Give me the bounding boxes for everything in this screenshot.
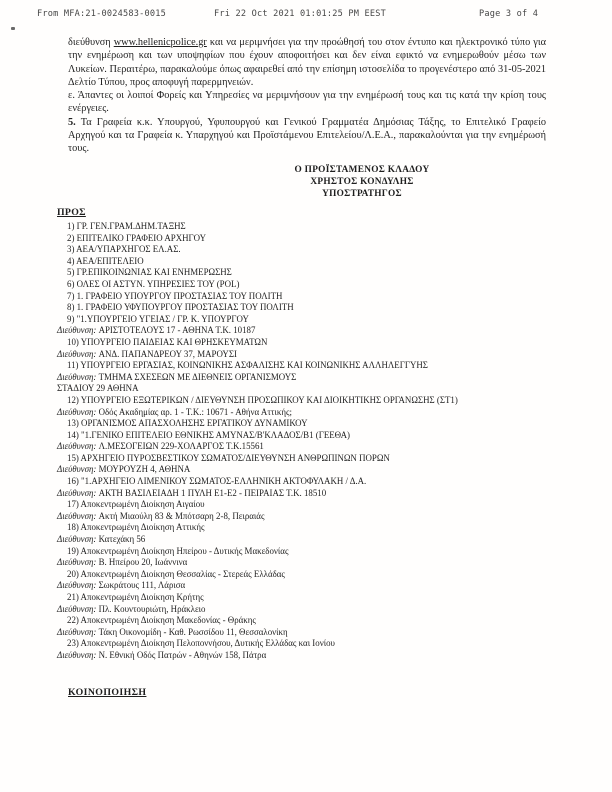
address-text: Πλ. Κουντουριώτη, Ηράκλειο [98, 603, 206, 614]
paragraph-epsilon: ε. Άπαντες οι λοιποί Φορείς και Υπηρεσίες να μεριμνήσουν για την ενημέρωσή τους και τις κατά την κρίση τους ενέργειες. [68, 90, 546, 115]
recipient-item: 17) Αποκεντρωμένη Διοίκηση Αιγαίου [67, 499, 205, 510]
fax-datetime: Fri 22 Oct 2021 01:01:25 PM EEST [214, 9, 386, 19]
recipient-address [57, 464, 587, 476]
recipient-item: 15) ΑΡΧΗΓΕΙΟ ΠΥΡΟΣΒΕΣΤΙΚΟΥ ΣΩΜΑΤΟΣ/ΔΙΕΥΘΥΝΣΗ ΑΝΘΡΩΠΙΝΩΝ ΠΟΡΩΝ [67, 452, 390, 463]
recipient-item: 11) ΥΠΟΥΡΓΕΙΟ ΕΡΓΑΣΙΑΣ, ΚΟΙΝΩΝΙΚΗΣ ΑΣΦΑΛΙΣΗΣ ΚΑΙ ΚΟΙΝΩΝΙΚΗΣ ΑΛΛΗΛΕΓΓΥΗΣ [67, 360, 428, 371]
paragraph-text: διεύθυνση [68, 37, 114, 48]
recipient-item: 14) "1.ΓΕΝΙΚΟ ΕΠΙΤΕΛΕΙΟ ΕΘΝΙΚΗΣ ΑΜΥΝΑΣ/Β'ΚΛΑΔΟΣ/Β1 (ΓΕΕΘΑ) [67, 429, 351, 440]
address-text: Β. Ηπείρου 20, Ιωάννινα [98, 557, 188, 568]
address-label: Διεύθυνση: [57, 406, 99, 417]
address-label: Διεύθυνση: [57, 441, 99, 452]
signature-block [212, 164, 512, 200]
recipient-address [57, 580, 587, 592]
recipient-item: 12) ΥΠΟΥΡΓΕΙΟ ΕΞΩΤΕΡΙΚΩΝ / ΔΙΕΥΘΥΝΣΗ ΠΡΟΣΩΠΙΚΟΥ ΚΑΙ ΔΙΟΙΚΗΤΙΚΗΣ ΟΡΓΑΝΩΣΗΣ (ΣΤ1) [67, 394, 458, 405]
recipient-address [57, 627, 587, 639]
address-label: Διεύθυνση: [57, 603, 99, 614]
address-label: Διεύθυνση: [57, 534, 99, 545]
address-text: ΑΡΙΣΤΟΤΕΛΟΥΣ 17 - ΑΘΗΝΑ Τ.Κ. 10187 [98, 325, 256, 336]
recipient-address [57, 488, 587, 500]
fax-page-number: Page 3 of 4 [479, 9, 539, 19]
recipient-address-extra: ΣΤΑΔΙΟΥ 29 ΑΘΗΝΑ [57, 383, 139, 394]
address-label: Διεύθυνση: [57, 464, 99, 475]
recipient-address [57, 349, 587, 361]
signature-title: Ο ΠΡΟΪΣΤΑΜΕΝΟΣ ΚΛΑΔΟΥ [294, 164, 430, 175]
recipient-item: 5) ΓΡ.ΕΠΙΚΟΙΝΩΝΙΑΣ ΚΑΙ ΕΝΗΜΕΡΩΣΗΣ [67, 267, 232, 278]
address-text: ΤΜΗΜΑ ΣΧΕΣΕΩΝ ΜΕ ΔΙΕΘΝΕΙΣ ΟΡΓΑΝΙΣΜΟΥΣ [98, 371, 297, 382]
recipient-address [57, 557, 587, 569]
address-label: Διεύθυνση: [57, 487, 99, 498]
address-text: ΑΚΤΗ ΒΑΣΙΛΕΙΑΔΗ 1 ΠΥΛΗ Ε1-Ε2 - ΠΕΙΡΑΙΑΣ Τ.Κ. 18510 [98, 487, 327, 498]
address-text: Λ.ΜΕΣΟΓΕΙΩΝ 229-ΧΟΛΑΡΓΟΣ Τ.Κ.15561 [98, 441, 264, 452]
recipient-address [57, 534, 587, 546]
recipient-item: 3) ΑΕΑ/ΥΠΑΡΧΗΓΟΣ ΕΛ.ΑΣ. [67, 244, 181, 255]
recipient-item: 10) ΥΠΟΥΡΓΕΙΟ ΠΑΙΔΕΙΑΣ ΚΑΙ ΘΡΗΣΚΕΥΜΑΤΩΝ [67, 336, 268, 347]
recipient-address [57, 511, 587, 523]
recipient-address [57, 407, 587, 419]
address-label: Διεύθυνση: [57, 626, 99, 637]
recipient-item: 8) 1. ΓΡΑΦΕΙΟ ΥΦΥΠΟΥΡΓΟΥ ΠΡΟΣΤΑΣΙΑΣ ΤΟΥ ΠΟΛΙΤΗ [67, 302, 294, 313]
recipient-item: 1) ΓΡ. ΓΕΝ.ΓΡΑΜ.ΔΗΜ.ΤΑΞΗΣ [67, 221, 186, 231]
address-label: Διεύθυνση: [57, 510, 99, 521]
document-body [68, 36, 546, 200]
recipient-item: 19) Αποκεντρωμένη Διοίκηση Ηπείρου - Δυτικής Μακεδονίας [67, 545, 289, 556]
recipient-item: 9) "1.ΥΠΟΥΡΓΕΙΟ ΥΓΕΙΑΣ / ΓΡ. Κ. ΥΠΟΥΡΓΟΥ [67, 313, 249, 324]
recipient-address [57, 372, 587, 384]
address-label: Διεύθυνση: [57, 649, 99, 660]
recipient-address [57, 325, 587, 337]
recipients-section [57, 206, 587, 662]
address-text: Σωκράτους 111, Λάρισα [98, 580, 186, 591]
recipient-item: 18) Αποκεντρωμένη Διοίκηση Αττικής [67, 522, 205, 533]
paragraph-5-text: Τα Γραφεία κ.κ. Υπουργού, Υφυπουργού και Γενικού Γραμματέα Δημόσιας Τάξης, το Επιτελικό Γραφείο Αρχηγού και τα Γραφεία κ. Υπαρχηγού και Προϊστάμενου Επιτελείου/Λ.Ε.Α., παρακαλούνται για την ενημέρωσή τους. [68, 116, 546, 155]
recipient-address [57, 441, 587, 453]
recipient-item: 20) Αποκεντρωμένη Διοίκηση Θεσσαλίας - Στερεάς Ελλάδας [67, 568, 285, 579]
scan-artifact-dot [11, 27, 15, 30]
signature-rank: ΥΠΟΣΤΡΑΤΗΓΟΣ [322, 188, 402, 199]
signature-name: ΧΡΗΣΤΟΣ ΚΟΝΔΥΛΗΣ [310, 176, 414, 187]
hellenicpolice-url: www.hellenicpolice.gr [113, 37, 207, 48]
paragraph-continuation [68, 36, 546, 89]
recipients-heading: ΠΡΟΣ [57, 207, 86, 218]
recipient-list [57, 221, 587, 662]
paragraph-text: και να μεριμνήσει για την προώθησή του στον έντυπο και ηλεκτρονικό τύπο για την ενημέρωση και των υποψηφίων που έχουν αποφοιτήσει και δεν είναι εφικτό να ενημερωθούν μέσω των Λυκείων. Περαιτέρω, παρακαλούμε όπως αφαιρεθεί από την επίσημη ιστοσελίδα το προγενέστερο από 31-05-2021 Δελτίο Τύπου, προς αποφυγή παρερμηνειών. [68, 37, 546, 88]
recipient-item: 22) Αποκεντρωμένη Διοίκηση Μακεδονίας - Θράκης [67, 615, 256, 626]
address-label: Διεύθυνση: [57, 580, 99, 591]
recipient-item: 4) ΑΕΑ/ΕΠΙΤΕΛΕΙΟ [67, 255, 144, 266]
paragraph-5 [68, 116, 546, 156]
fax-from-id: From MFA:21-0024583-0015 [37, 9, 166, 19]
fax-header [0, 9, 612, 21]
recipient-item: 21) Αποκεντρωμένη Διοίκηση Κρήτης [67, 592, 204, 602]
address-text: ΑΝΔ. ΠΑΠΑΝΔΡΕΟΥ 37, ΜΑΡΟΥΣΙ [98, 348, 237, 359]
address-text: Τάκη Οικονομίδη - Καθ. Ρωσσίδου 11, Θεσσαλονίκη [98, 626, 288, 637]
address-text: Ν. Εθνική Οδός Πατρών - Αθηνών 158, Πάτρα [98, 649, 267, 660]
cc-heading: ΚΟΙΝΟΠΟΙΗΣΗ [68, 687, 147, 698]
address-label: Διεύθυνση: [57, 371, 99, 382]
recipient-item: 23) Αποκεντρωμένη Διοίκηση Πελοποννήσου, Δυτικής Ελλάδας και Ιονίου [67, 638, 335, 649]
address-text: Κατεχάκη 56 [98, 534, 146, 545]
address-label: Διεύθυνση: [57, 557, 99, 568]
address-text: ΜΟΥΡΟΥΖΗ 4, ΑΘΗΝΑ [98, 464, 191, 475]
address-label: Διεύθυνση: [57, 325, 99, 336]
recipient-item: 16) "1.ΑΡΧΗΓΕΙΟ ΛΙΜΕΝΙΚΟΥ ΣΩΜΑΤΟΣ-ΕΛΛΗΝΙΚΗ ΑΚΤΟΦΥΛΑΚΗ / Δ.Α. [67, 476, 367, 487]
address-label: Διεύθυνση: [57, 348, 99, 359]
address-text: Ακτή Μιαούλη 83 & Μπότσαρη 2-8, Πειραιάς [98, 510, 265, 521]
recipient-item: 13) ΟΡΓΑΝΙΣΜΟΣ ΑΠΑΣΧΟΛΗΣΗΣ ΕΡΓΑΤΙΚΟΥ ΔΥΝΑΜΙΚΟΥ [67, 418, 308, 429]
recipient-address [57, 604, 587, 616]
recipient-item: 6) ΟΛΕΣ ΟΙ ΑΣΤΥΝ. ΥΠΗΡΕΣΙΕΣ ΤΟΥ (POL) [67, 278, 240, 289]
recipient-item: 2) ΕΠΙΤΕΛΙΚΟ ΓΡΑΦΕΙΟ ΑΡΧΗΓΟΥ [67, 232, 207, 243]
recipient-address [57, 650, 587, 662]
address-text: Οδός Ακαδημίας αρ. 1 - Τ.Κ.: 10671 - Αθήνα Αττικής; [98, 406, 292, 417]
recipient-item: 7) 1. ΓΡΑΦΕΙΟ ΥΠΟΥΡΓΟΥ ΠΡΟΣΤΑΣΙΑΣ ΤΟΥ ΠΟΛΙΤΗ [67, 290, 283, 301]
paragraph-5-number: 5. [68, 116, 76, 128]
